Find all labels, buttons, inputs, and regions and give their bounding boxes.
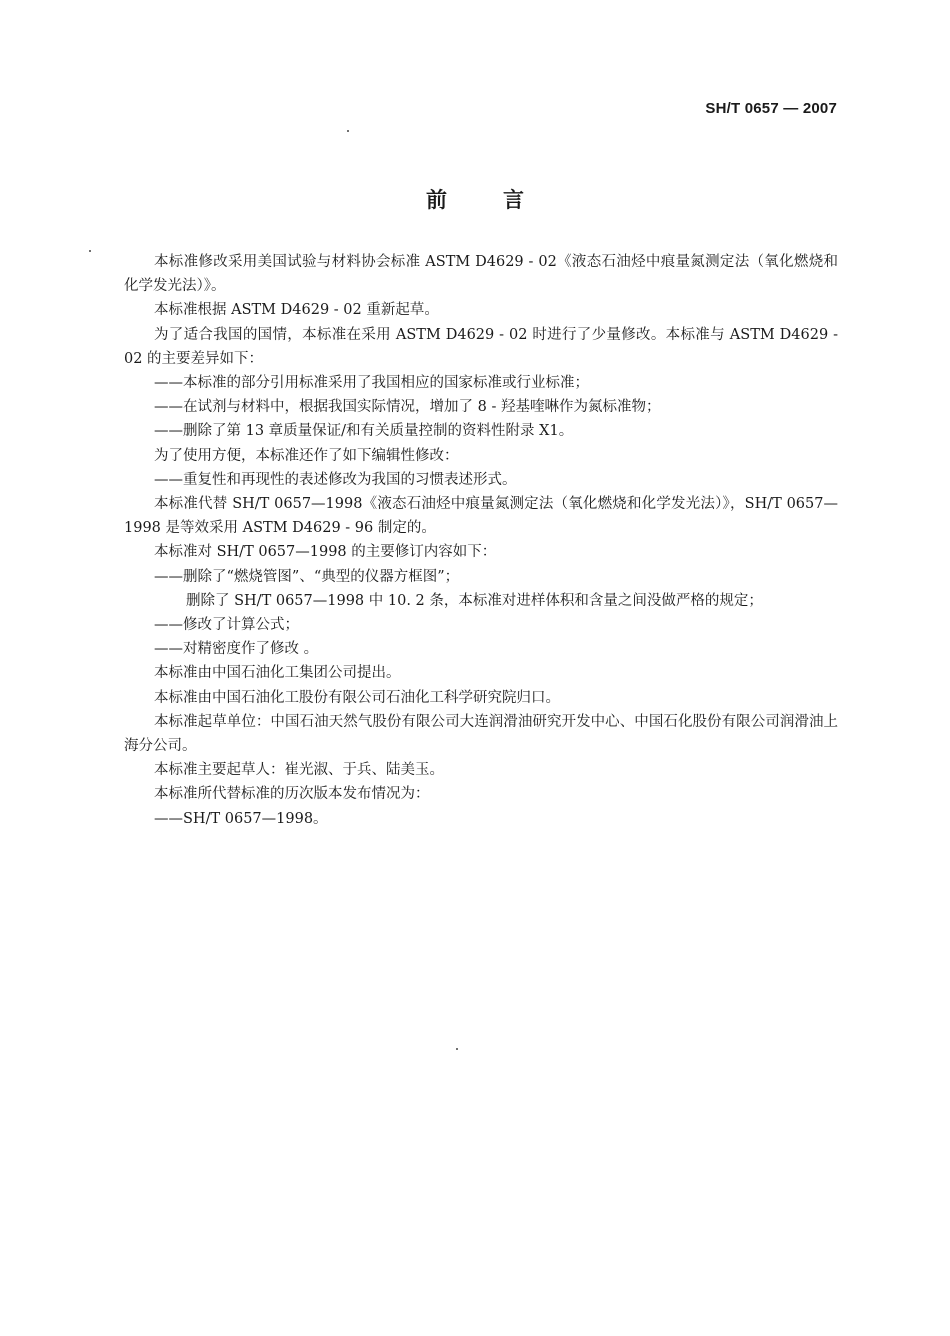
paragraph-modifications: 为了适合我国的国情，本标准在采用 ASTM D4629 - 02 时进行了少量修改。本标准与 ASTM D4629 - 02 的主要差异如下： [124, 326, 838, 367]
paragraph-revisions: 本标准对 SH/T 0657—1998 的主要修订内容如下： [154, 544, 497, 561]
list-item: ——删除了“燃烧管图”、“典型的仪器方框图”； [154, 568, 460, 585]
paragraph-history: 本标准所代替标准的历次版本发布情况为： [154, 786, 430, 803]
foreword-body [124, 250, 838, 831]
list-item: ——对精密度作了修改 。 [154, 641, 319, 658]
list-item: ——SH/T 0657—1998。 [154, 810, 328, 827]
paragraph-drafting-basis: 本标准根据 ASTM D4629 - 02 重新起草。 [154, 302, 439, 319]
paragraph-drafting-units: 本标准起草单位：中国石油天然气股份有限公司大连润滑油研究开发中心、中国石化股份有限公司润滑油上海分公司。 [124, 713, 838, 755]
list-item: 删除了 SH/T 0657—1998 中 10. 2 条，本标准对进样体积和含量之间没做严格的规定； [186, 592, 763, 609]
paragraph-adoption: 本标准修改采用美国试验与材料协会标准 ASTM D4629 - 02《液态石油烃中痕量氮测定法（氧化燃烧和化学发光法）》。 [124, 254, 838, 295]
title-char-2: 言 [503, 188, 524, 212]
scan-speck [456, 1048, 458, 1050]
paragraph-replaces: 本标准代替 SH/T 0657—1998《液态石油烃中痕量氮测定法（氧化燃烧和化学发光法）》，SH/T 0657—1998 是等效采用 ASTM D4629 - 96 制定的。 [124, 496, 838, 537]
list-item: ——重复性和再现性的表述修改为我国的习惯表述形式。 [154, 471, 517, 488]
paragraph-editorial: 为了使用方便，本标准还作了如下编辑性修改： [154, 447, 459, 464]
page-title [0, 184, 950, 214]
paragraph-centralized-by: 本标准由中国石油化工股份有限公司石油化工科学研究院归口。 [154, 689, 560, 706]
scan-speck [347, 130, 349, 132]
list-item: ——删除了第 13 章质量保证/和有关质量控制的资料性附录 X1。 [154, 423, 574, 440]
list-item: ——修改了计算公式； [154, 617, 299, 634]
list-item: ——本标准的部分引用标准采用了我国相应的国家标准或行业标准； [154, 375, 589, 392]
scan-speck [89, 250, 91, 252]
standard-code: SH/T 0657 — 2007 [705, 100, 837, 117]
paragraph-drafters: 本标准主要起草人：崔光淑、于兵、陆美玉。 [154, 762, 444, 779]
title-char-1: 前 [426, 188, 447, 212]
list-item: ——在试剂与材料中，根据我国实际情况，增加了 8 - 羟基喹啉作为氮标准物； [154, 399, 661, 416]
paragraph-proposed-by: 本标准由中国石油化工集团公司提出。 [154, 665, 401, 682]
